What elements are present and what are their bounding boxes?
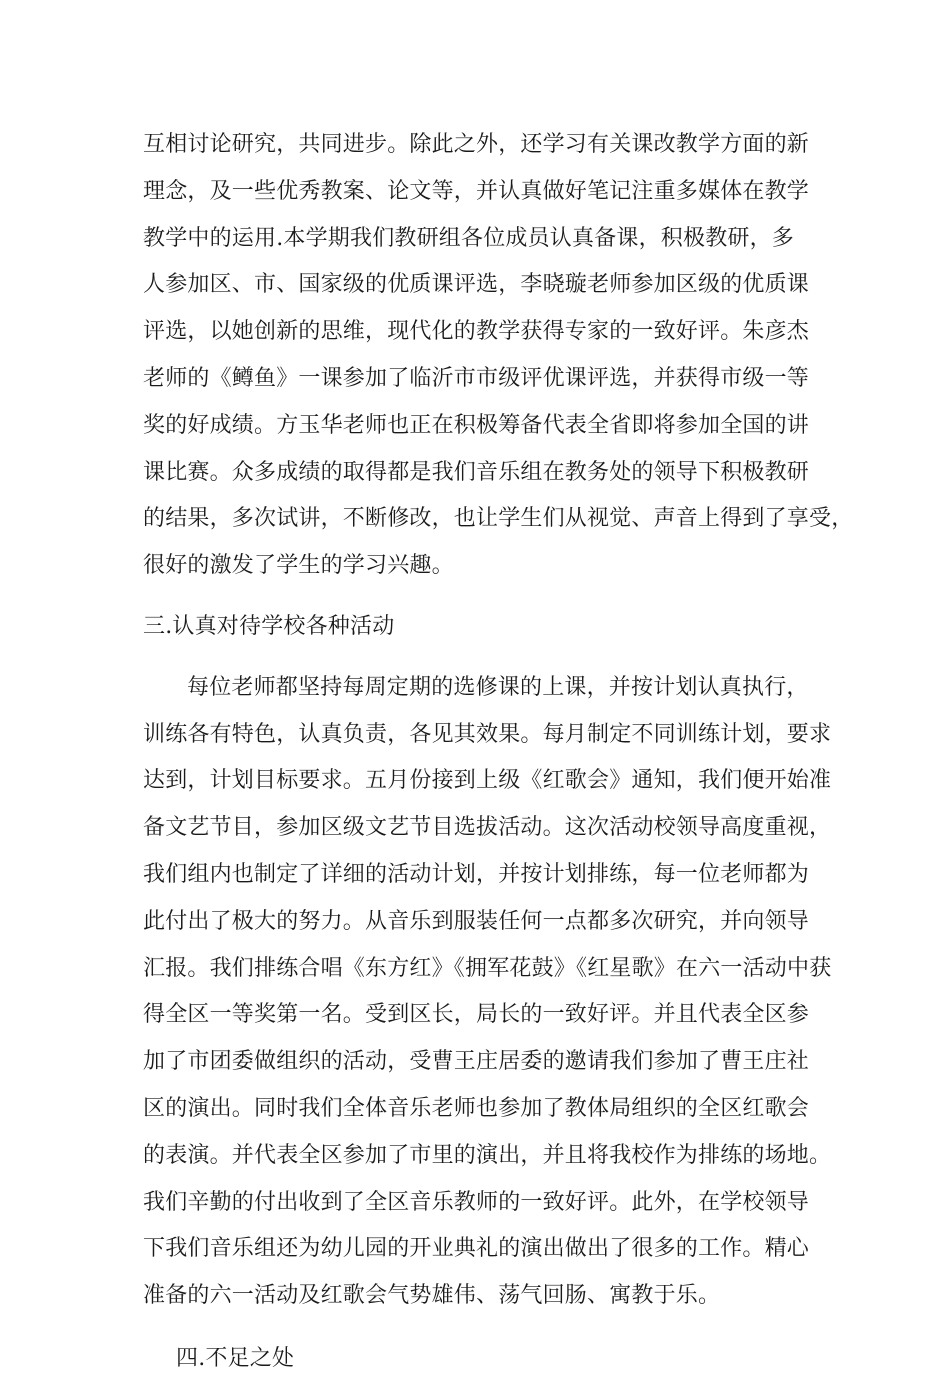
text-line: 互相讨论研究，共同进步。除此之外，还学习有关课改教学方面的新 — [143, 132, 810, 157]
text-line: 达到，计划目标要求。五月份接到上级《红歌会》通知，我们便开始准 — [143, 768, 832, 794]
text-line: 准备的六一活动及红歌会气势雄伟、荡气回肠、寓教于乐。 — [143, 1283, 721, 1309]
text-line: 下我们音乐组还为幼儿园的开业典礼的演出做出了很多的工作。精心 — [143, 1236, 810, 1262]
section-heading-3 — [143, 604, 813, 651]
text-line: 人参加区、市、国家级的优质课评选，李晓璇老师参加区级的优质课 — [143, 272, 810, 298]
paragraph-activities — [143, 665, 832, 1320]
text-line: 的表演。并代表全区参加了市里的演出，并且将我校作为排练的场地。 — [143, 1142, 832, 1168]
text-line: 很好的激发了学生的学习兴趣。 — [143, 553, 454, 579]
text-line: 区的演出。同时我们全体音乐老师也参加了教体局组织的全区红歌会 — [143, 1095, 810, 1121]
section-heading: 三.认真对待学校各种活动 — [143, 613, 395, 639]
text-line: 我们辛勤的付出收到了全区音乐教师的一致好评。此外，在学校领导 — [143, 1189, 810, 1215]
text-line: 加了市团委做组织的活动，受曹王庄居委的邀请我们参加了曹王庄社 — [143, 1049, 810, 1075]
text-line: 我们组内也制定了详细的活动计划，并按计划排练，每一位老师都为 — [143, 861, 810, 887]
text-line: 训练各有特色，认真负责，各见其效果。每月制定不同训练计划，要求 — [143, 721, 832, 747]
text-line: 奖的好成绩。方玉华老师也正在积极筹备代表全省即将参加全国的讲 — [143, 412, 810, 438]
text-line: 老师的《鳟鱼》一课参加了临沂市市级评优课评选，并获得市级一等 — [143, 365, 810, 391]
text-line: 此付出了极大的努力。从音乐到服装任何一点都多次研究，并向领导 — [143, 908, 810, 934]
text-line: 评选，以她创新的思维，现代化的教学获得专家的一致好评。朱彦杰 — [143, 319, 810, 345]
paragraph-research — [143, 122, 854, 590]
text-line: 每位老师都坚持每周定期的选修课的上课，并按计划认真执行， — [187, 674, 809, 700]
text-line: 教学中的运用.本学期我们教研组各位成员认真备课，积极教研，多 — [143, 225, 794, 251]
text-line: 的结果，多次试讲，不断修改，也让学生们从视觉、声音上得到了享受， — [143, 506, 854, 532]
document-page — [143, 122, 854, 1383]
section-heading: 四.不足之处 — [176, 1345, 295, 1371]
text-line: 汇报。我们排练合唱《东方红》《拥军花鼓》《红星歌》在六一活动中获 — [143, 955, 832, 981]
text-line: 理念，及一些优秀教案、论文等，并认真做好笔记注重多媒体在教学 — [143, 178, 810, 204]
section-heading-4 — [143, 1336, 813, 1383]
text-line: 得全区一等奖第一名。受到区长，局长的一致好评。并且代表全区参 — [143, 1002, 810, 1028]
text-line: 课比赛。众多成绩的取得都是我们音乐组在教务处的领导下积极教研 — [143, 459, 810, 485]
text-line: 备文艺节目，参加区级文艺节目选拔活动。这次活动校领导高度重视， — [143, 815, 832, 841]
